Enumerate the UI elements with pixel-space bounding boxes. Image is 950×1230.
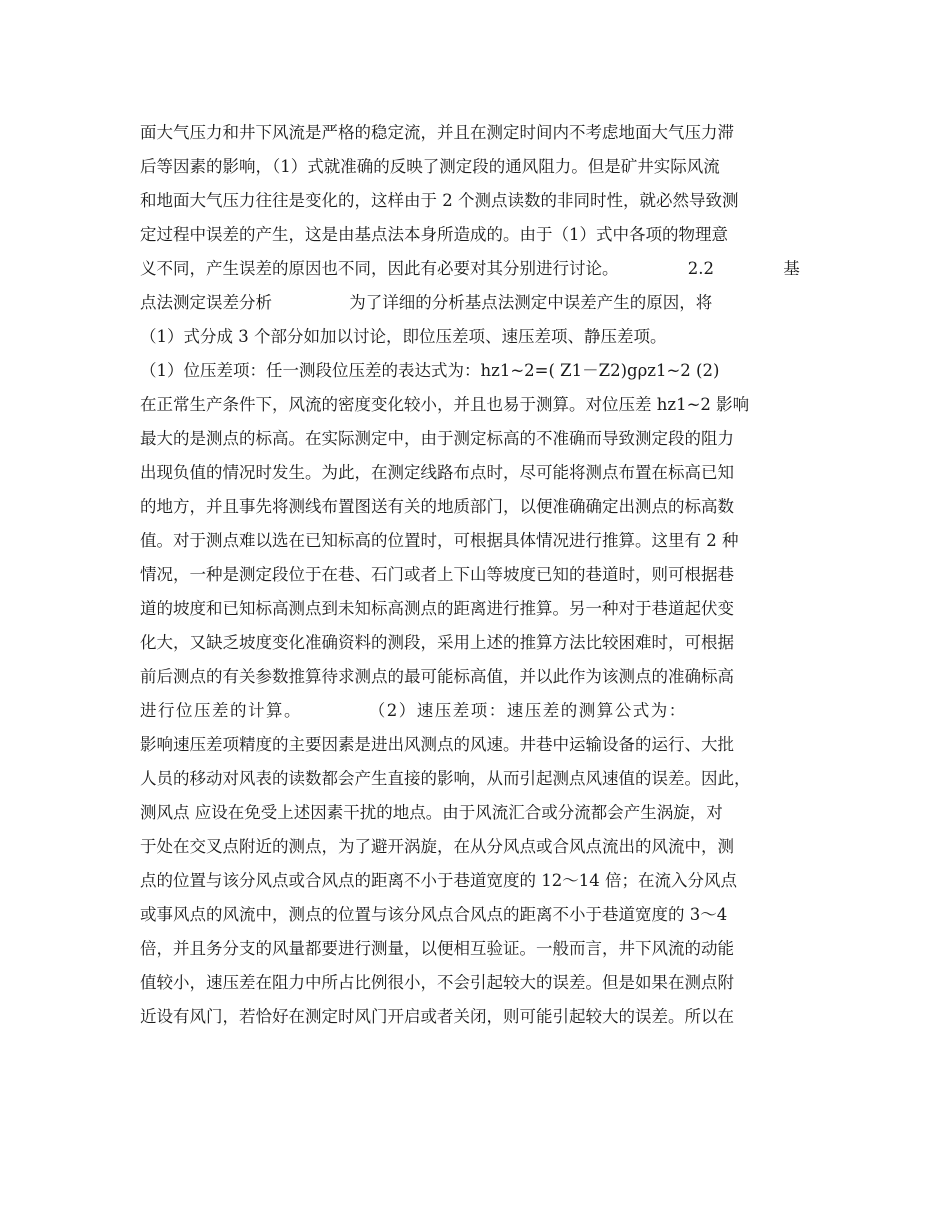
text-line: 的地方，并且事先将测线布置图送有关的地质部门，以便准确确定出测点的标高数 [140,497,734,516]
text-line: 定过程中误差的产生，这是由基点法本身所造成的。由于（1）式中各项的物理意 [140,225,728,244]
text-line: 倍，并且务分支的风量都要进行测量，以便相互验证。一般而言，井下风流的动能 [140,939,734,958]
text-line: 测风点 应设在免受上述因素干扰的地点。由于风流汇合或分流都会产生涡旋，对 [140,803,723,822]
text-line: 人员的移动对风表的读数都会产生直接的影响，从而引起测点风速值的误差。因此， [140,769,751,788]
text-line: 或事风点的风流中，测点的位置与该分风点合风点的距离不小于巷道宽度的 3～4 [140,905,728,924]
text-line: 和地面大气压力往往是变化的，这样由于 2 个测点读数的非同时性，就必然导致测 [140,191,739,210]
text-line: 点法测定误差分析 为了详细的分析基点法测定中误差产生的原因，将 [140,293,713,312]
text-line: 值。对于测点难以选在已知标高的位置时，可根据具体情况进行推算。这里有 2 种 [140,531,739,550]
text-line: 后等因素的影响，（1）式就准确的反映了测定段的通风阻力。但是矿井实际风流 [140,157,720,176]
text-line: 情况，一种是测定段位于在巷、石门或者上下山等坡度已知的巷道时，则可根据巷 [140,565,734,584]
text-line: 道的坡度和已知标高测点到未知标高测点的距离进行推算。另一种对于巷道起伏变 [140,599,734,618]
text-line: 在正常生产条件下，风流的密度变化较小，并且也易于测算。对位压差 hz1~2 影响 [140,395,750,414]
text-line: 前后测点的有关参数推算待求测点的最可能标高值，并以此作为该测点的准确标高 [140,667,734,686]
text-line: （1）式分成 3 个部分如加以讨论，即位压差项、速压差项、静压差项。 [140,327,667,346]
text-line: 影响速压差项精度的主要因素是进出风测点的风速。井巷中运输设备的运行、大批 [140,735,734,754]
text-line: 值较小，速压差在阻力中所占比例很小，不会引起较大的误差。但是如果在测点附 [140,973,734,992]
text-line: 点的位置与该分风点或合风点的距离不小于巷道宽度的 12～14 倍；在流入分风点 [140,871,737,890]
text-line: （1）位压差项：任一测段位压差的表达式为：hz1~2=( Z1－Z2)gρz1~2 (2) [140,361,720,380]
text-line: 化大，又缺乏坡度变化准确资料的测段，采用上述的推算方法比较困难时，可根据 [140,633,734,652]
text-line: 于处在交叉点附近的测点，为了避开涡旋，在从分风点或合风点流出的风流中，测 [140,837,734,856]
text-line: 义不同，产生误差的原因也不同，因此有必要对其分别进行讨论。 2.2 基 [140,259,800,278]
text-line: 进行位压差的计算。 （2）速压差项：速压差的测算公式为： [140,701,687,720]
text-line: 面大气压力和井下风流是严格的稳定流，并且在测定时间内不考虑地面大气压力滞 [140,123,734,142]
text-line: 近设有风门，若恰好在测定时风门开启或者关闭，则可能引起较大的误差。所以在 [140,1007,734,1026]
text-line: 出现负值的情况时发生。为此，在测定线路布点时，尽可能将测点布置在标高已知 [140,463,734,482]
text-line: 最大的是测点的标高。在实际测定中，由于测定标高的不准确而导致测定段的阻力 [140,429,734,448]
